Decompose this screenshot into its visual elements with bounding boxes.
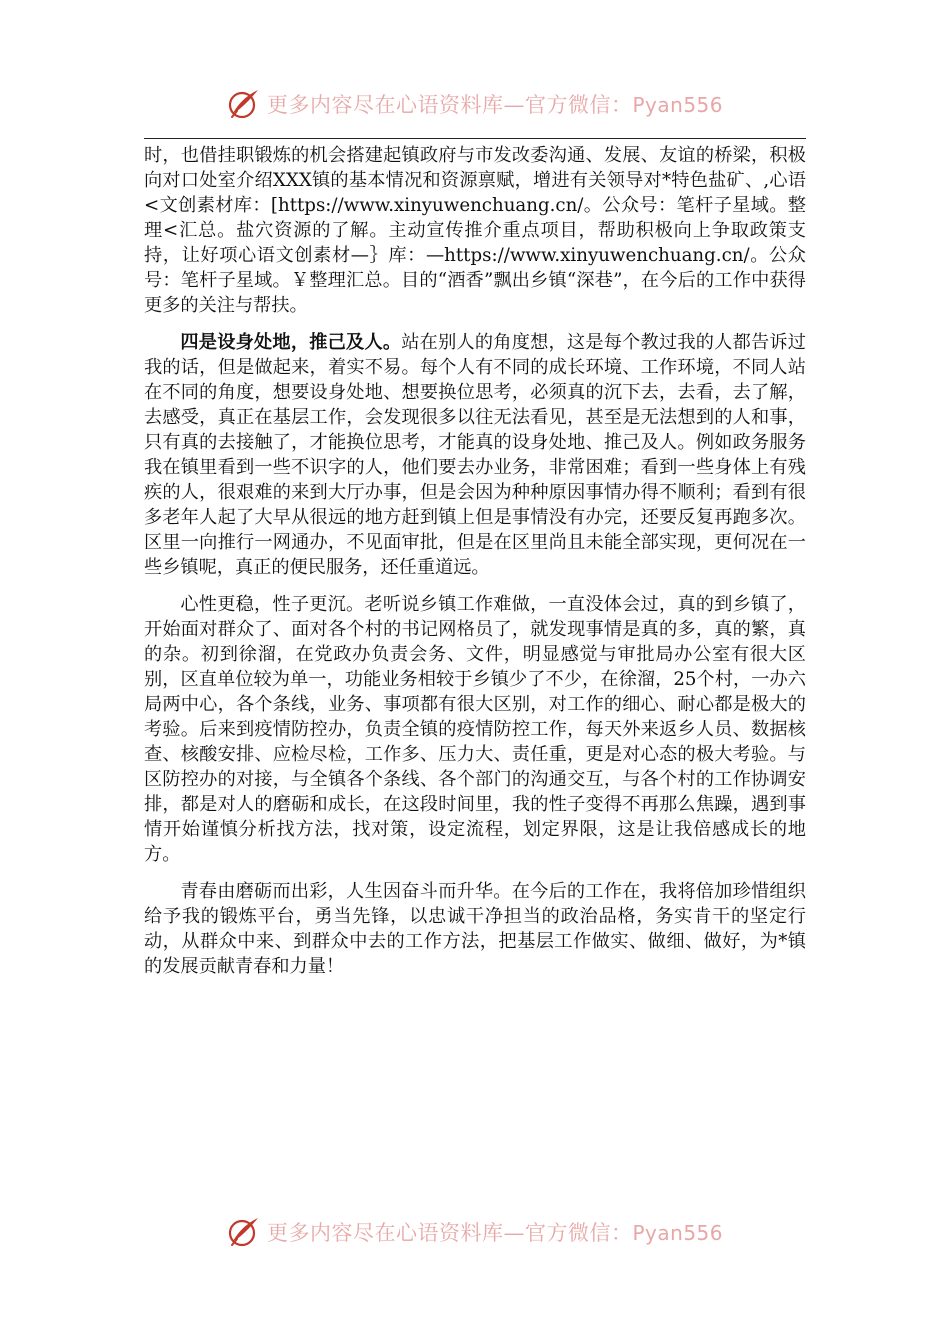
paragraph-2-lead: 四是设身处地，推己及人。 [180, 332, 402, 353]
paragraph-1: 时，也借挂职锻炼的机会搭建起镇政府与市发改委沟通、发展、友谊的桥梁，积极向对口处室介绍XXX镇的基本情况和资源禀赋，增进有关领导对*特色盐矿、,心语<文创素材库：[https://www.xinyuwenchuang.cn/。公众号：笔杆子星域。整理<汇总。盐穴资源的了解。主动宣传推介重点项目，帮助积极向上争取政策支持，让好项心语文创素材—｝库：—https://www.xinyuwenchuang.cn/。公众号：笔杆子星域。￥整理汇总。目的“酒香”飘出乡镇“深巷”，在今后的工作中获得更多的关注与帮扶。 [144, 145, 806, 316]
paragraph-2-body: 站在别人的角度想，这是每个教过我的人都告诉过我的话，但是做起来，着实不易。每个人有不同的成长环境、工作环境，不同人站在不同的角度，想要设身处地、想要换位思考，必须真的沉下去，去看，去了解，去感受，真正在基层工作，会发现很多以往无法看见，甚至是无法想到的人和事，只有真的去接触了，才能换位思考，才能真的设身处地、推己及人。例如政务服务我在镇里看到一些不识字的人，他们要去办业务，非常困难；看到一些身体上有残疾的人，很艰难的来到大厅办事，但是会因为种种原因事情办得不顺利；看到有很多老年人起了大早从很远的地方赶到镇上但是事情没有办完，还要反复再跑多次。区里一向推行一网通办，不见面审批，但是在区里尚且未能全部实现，更何况在一些乡镇呢，真正的便民服务，还任重道远。 [144, 332, 806, 578]
paragraph-2 [144, 330, 806, 580]
footer-banner [0, 1212, 950, 1252]
paragraph-4: 青春由磨砺而出彩，人生因奋斗而升华。在今后的工作在，我将倍加珍惜组织给予我的锻炼平台，勇当先锋，以忠诚干净担当的政治品格，务实肯干的坚定行动，从群众中来、到群众中去的工作方法，把基层工作做实、做细、做好，为*镇的发展贡献青春和力量！ [144, 881, 806, 977]
quill-logo-icon [227, 1215, 261, 1249]
header-banner [0, 84, 950, 124]
quill-logo-icon [227, 87, 261, 121]
footer-banner-text: 更多内容尽在心语资料库—官方微信：Pyan556 [266, 1221, 723, 1245]
footer-banner-brand: Pyan556 [632, 1221, 723, 1245]
paragraph-3: 心性更稳，性子更沉。老听说乡镇工作难做，一直没体会过，真的到乡镇了，开始面对群众了、面对各个村的书记网格员了，就发现事情是真的多，真的繁，真的杂。初到徐溜，在党政办负责会务、文件，明显感觉与审批局办公室有很大区别，区直单位较为单一，功能业务相较于乡镇少了不少，在徐溜，25个村，一办六局两中心，各个条线，业务、事项都有很大区别，对工作的细心、耐心都是极大的考验。后来到疫情防控办，负责全镇的疫情防控工作，每天外来返乡人员、数据核查、核酸安排、应检尽检，工作多、压力大、责任重，更是对心态的极大考验。与区防控办的对接，与全镇各个条线、各个部门的沟通交互，与各个村的工作协调安排，都是对人的磨砺和成长，在这段时间里，我的性子变得不再那么焦躁，遇到事情开始谨慎分析找方法，找对策，设定流程，划定界限，这是让我倍感成长的地方。 [144, 594, 806, 865]
document-body [144, 143, 806, 979]
header-banner-text: 更多内容尽在心语资料库—官方微信：Pyan556 [266, 93, 723, 117]
header-banner-brand: Pyan556 [632, 93, 723, 117]
header-rule [144, 138, 806, 139]
